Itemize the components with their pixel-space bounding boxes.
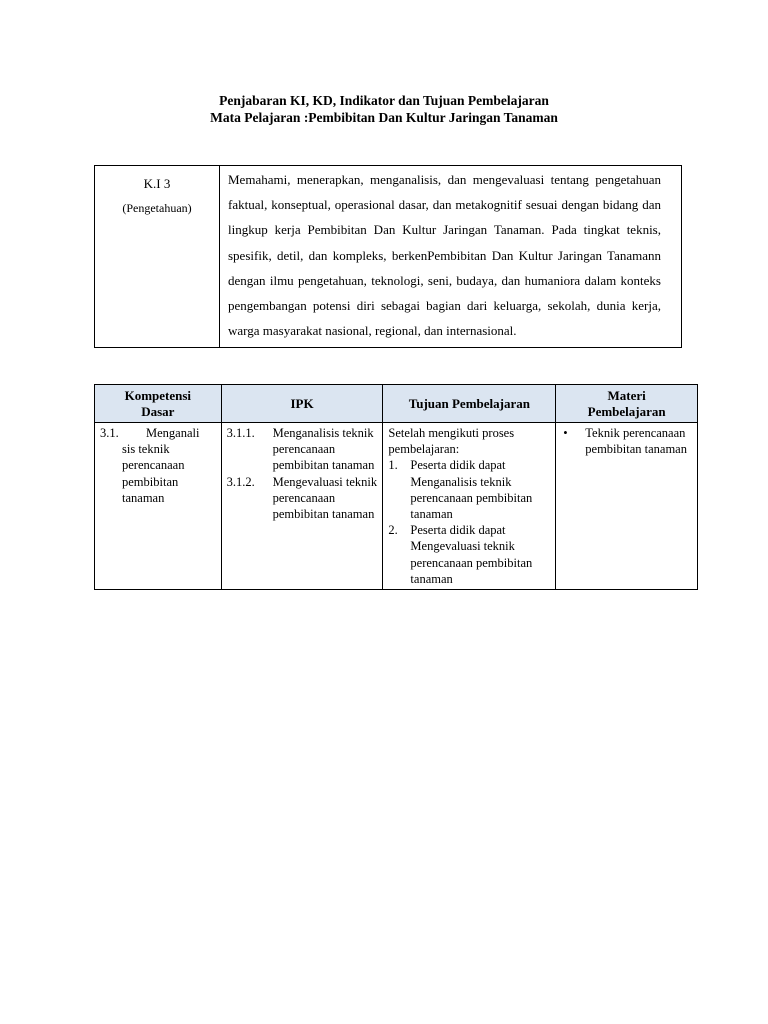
ipk-cell: [221, 423, 383, 590]
kd-table: [94, 384, 698, 590]
title-line-1: Penjabaran KI, KD, Indikator dan Tujuan Pembelajaran: [219, 93, 549, 108]
ipk-text: Mengevaluasi teknik perencanaan pembibitan tanaman: [272, 474, 378, 522]
kd-cell: [95, 423, 222, 590]
header-tujuan: Tujuan Pembelajaran: [383, 385, 556, 423]
header-kd-line1: Kompetensi: [124, 387, 192, 403]
tujuan-text: Peserta didik dapat Mengevaluasi teknik perencanaan pembibitan tanaman: [410, 523, 533, 586]
header-kd-line2: Dasar: [141, 403, 175, 419]
tujuan-item: [388, 522, 550, 587]
ki-description: Memahami, menerapkan, menganalisis, dan mengevaluasi tentang pengetahuan faktual, konseptual, operasional dasar, dan metakognitif sesuai dengan bidang dan lingkup kerja Pembibitan Dan Kultur Jaringan Tanaman. Pada tingkat teknis, spesifik, detil, dan kompleks, berkenPembibitan Dan Kultur Jaringan Tanamann dengan ilmu pengetahuan, teknologi, seni, budaya, dan humaniora dalam konteks pengembangan potensi diri sebagai bagian dari keluarga, sekolah, dunia kerja, warga masyarakat nasional, regional, dan internasional.: [220, 166, 682, 348]
header-materi: [556, 385, 698, 423]
table-row: [95, 423, 698, 590]
title-line-2: Mata Pelajaran :Pembibitan Dan Kultur Jaringan Tanaman: [210, 110, 558, 125]
header-materi-line2: Pembelajaran: [587, 403, 666, 419]
tujuan-text: Peserta didik dapat Menganalisis teknik perencanaan pembibitan tanaman: [410, 458, 533, 522]
ipk-item: [227, 474, 378, 523]
kd-text-rest: sis teknik perencanaan pembibitan tanaman: [122, 442, 185, 505]
bullet-icon: •: [563, 426, 568, 440]
kd-item: [100, 425, 216, 441]
ipk-item: [227, 425, 378, 474]
ki-table: [94, 165, 682, 348]
header-kompetensi-dasar: [95, 385, 222, 423]
ipk-text: Menganalisis teknik perencanaan pembibitan tanaman: [272, 426, 375, 473]
ipk-number: 3.1.1.: [226, 426, 255, 440]
tujuan-number: 2.: [388, 523, 398, 538]
kd-table-header-row: [95, 385, 698, 423]
tujuan-item: [388, 457, 550, 522]
header-materi-line1: Materi: [607, 387, 646, 403]
tujuan-intro: Setelah mengikuti proses pembelajaran:: [388, 426, 515, 457]
tujuan-number: 1.: [388, 458, 398, 473]
tujuan-cell: [383, 423, 556, 590]
ki-label-cell: [95, 166, 220, 348]
kd-number: 3.1.: [100, 426, 119, 440]
header-ipk: IPK: [221, 385, 383, 423]
materi-item: [561, 425, 692, 457]
materi-text: Teknik perencanaan pembibitan tanaman: [585, 426, 687, 457]
ki-sublabel: (Pengetahuan): [122, 201, 192, 215]
ki-label: K.I 3: [143, 176, 171, 191]
materi-cell: [556, 423, 698, 590]
ki-row: [95, 166, 682, 348]
kd-text-first: Menganali: [146, 426, 200, 440]
ipk-number: 3.1.2.: [226, 474, 255, 489]
document-title: [0, 92, 768, 126]
